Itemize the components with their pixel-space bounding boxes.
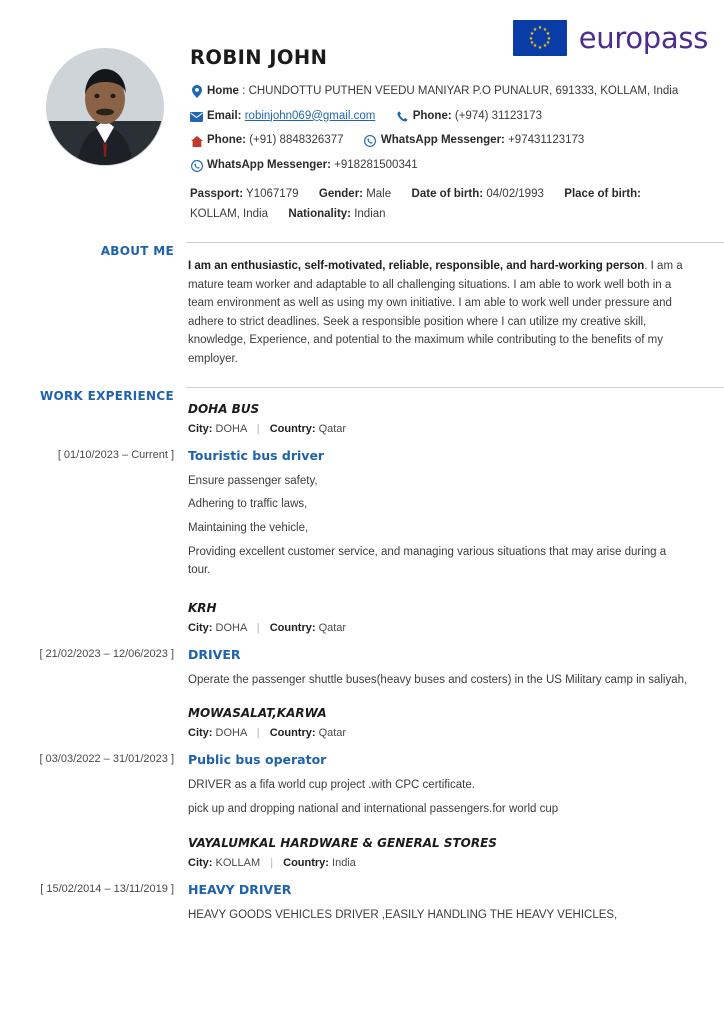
role-date: [ 15/02/2014 – 13/11/2019 ] [40, 882, 174, 895]
work-entry [39, 600, 688, 690]
country-label: Country: [269, 727, 316, 740]
role-title: DRIVER [188, 646, 241, 662]
work-entry [40, 835, 688, 925]
home-icon [190, 133, 203, 150]
role-title: Touristic bus driver [188, 447, 325, 463]
whatsapp-icon [364, 133, 377, 150]
whatsapp2-value: +918281500341 [334, 159, 418, 172]
work-entry [57, 401, 688, 580]
divider: | [270, 856, 274, 869]
work-entry [39, 706, 688, 818]
city-label: City: [188, 422, 213, 435]
pob-value: KOLLAM, India [190, 207, 268, 220]
passport-label: Passport: [190, 187, 244, 200]
home-label: Home [207, 85, 239, 97]
divider: | [256, 727, 260, 740]
role-detail: Maintaining the vehicle, [188, 521, 309, 534]
city-value: DOHA [215, 621, 247, 634]
whatsapp2-line [190, 157, 688, 175]
role-detail: pick up and dropping national and international passengers.for world cup [188, 803, 559, 816]
whatsapp-value: +97431123173 [508, 134, 585, 147]
divider: | [256, 422, 260, 435]
country-label: Country: [269, 621, 316, 634]
employer-name: KRH [188, 600, 217, 615]
city-label: City: [188, 727, 213, 740]
role-detail: DRIVER as a fifa world cup project .with CPC certificate. [188, 779, 475, 792]
identity-documents-line [190, 184, 688, 224]
identity-block [190, 46, 688, 224]
cv-header [0, 0, 724, 224]
employer-name: VAYALUMKAL HARDWARE & GENERAL STORES [188, 835, 497, 850]
phone-value: (+974) 31123173 [454, 109, 542, 122]
envelope-icon [190, 109, 203, 126]
phone2-value: (+91) 8848326377 [249, 134, 344, 147]
country-value: Qatar [318, 621, 347, 634]
role-detail: HEAVY GOODS VEHICLES DRIVER ,EASILY HANDLING THE HEAVY VEHICLES, [188, 908, 618, 921]
role-detail: Ensure passenger safety, [188, 474, 318, 487]
country-label: Country: [269, 422, 316, 435]
role-row [0, 882, 688, 897]
nationality-label: Nationality: [288, 207, 352, 220]
dob-value: 04/02/1993 [486, 187, 544, 200]
gender-value: Male [366, 187, 392, 200]
section-work-experience [0, 387, 724, 930]
city-value: DOHA [215, 727, 247, 740]
employer-location [188, 423, 688, 435]
country-label: Country: [283, 856, 329, 869]
home-address-line [190, 83, 688, 101]
page-title: ROBIN JOHN [190, 46, 328, 69]
about-me-lead: I am an enthusiastic, self-motivated, reliable, responsible, and hard-working person [188, 259, 645, 272]
role-date: [ 01/10/2023 – Current ] [57, 448, 174, 461]
phone-icon [396, 109, 409, 126]
employer-location [188, 857, 688, 869]
city-label: City: [188, 856, 213, 869]
section-title-work-experience: WORK EXPERIENCE [39, 388, 174, 403]
brand-name: europass [578, 21, 708, 55]
employer-name: DOHA BUS [188, 401, 260, 416]
city-value: DOHA [215, 422, 247, 435]
about-me-rest: . I am a mature team worker and adaptable to all challenging situations. I am able to work well both in a team environment as well as using my own initiative. I am able to work well under pressure and adhere to strict deadlines. Seek a responsible position where I can utilize my creative skill, knowledge, Experience, and potential to the maximum while contributing to the benefits of my employer. [188, 259, 683, 366]
role-row [0, 448, 688, 463]
about-me-body [186, 242, 724, 369]
phone-label: Phone: [412, 109, 452, 122]
country-value: Qatar [318, 727, 347, 740]
phone2-whatsapp-line [190, 132, 688, 150]
about-me-text [188, 257, 688, 369]
email-label: Email: [207, 109, 242, 122]
role-date: [ 03/03/2022 – 31/01/2023 ] [39, 753, 174, 766]
pob-label: Place of birth: [564, 187, 641, 200]
passport-value: Y1067179 [246, 187, 299, 200]
whatsapp-icon [190, 158, 203, 175]
avatar [46, 48, 164, 166]
gender-label: Gender: [318, 187, 363, 200]
home-sep: : [242, 85, 246, 97]
dob-label: Date of birth: [411, 187, 484, 200]
phone2-label: Phone: [207, 134, 246, 147]
email-link[interactable]: robinjohn069@gmail.com [244, 109, 376, 122]
employer-name: MOWASALAT,KARWA [188, 706, 327, 721]
employer-location [188, 727, 688, 739]
employer-location [188, 622, 688, 634]
country-value: Qatar [318, 422, 347, 435]
whatsapp-label: WhatsApp Messenger: [380, 134, 505, 147]
eu-flag-icon: ★ ★ ★ ★ ★ ★ ★ ★ ★ ★ ★ ★ [513, 20, 567, 56]
whatsapp2-label: WhatsApp Messenger: [207, 159, 331, 172]
country-value: India [332, 856, 356, 869]
divider: | [256, 621, 260, 634]
role-title: HEAVY DRIVER [188, 881, 292, 897]
role-detail: Adhering to traffic laws, [188, 498, 308, 511]
nationality-value: Indian [354, 207, 386, 220]
home-value: CHUNDOTTU PUTHEN VEEDU MANIYAR P.O PUNALUR, 691333, KOLLAM, India [248, 85, 679, 97]
section-title-about-me: ABOUT ME [100, 243, 174, 258]
section-about-me [0, 242, 724, 369]
role-date: [ 21/02/2023 – 12/06/2023 ] [39, 647, 174, 660]
city-value: KOLLAM [215, 856, 261, 869]
role-row [0, 752, 688, 767]
email-phone-line [190, 108, 688, 126]
role-title: Public bus operator [188, 752, 327, 768]
location-pin-icon [190, 84, 203, 101]
city-label: City: [188, 621, 213, 634]
role-detail: Providing excellent customer service, and managing various situations that may arise during a tour. [188, 545, 667, 577]
role-detail: Operate the passenger shuttle buses(heavy buses and costers) in the US Military camp in saliyah, [188, 673, 688, 686]
role-row [0, 647, 688, 662]
